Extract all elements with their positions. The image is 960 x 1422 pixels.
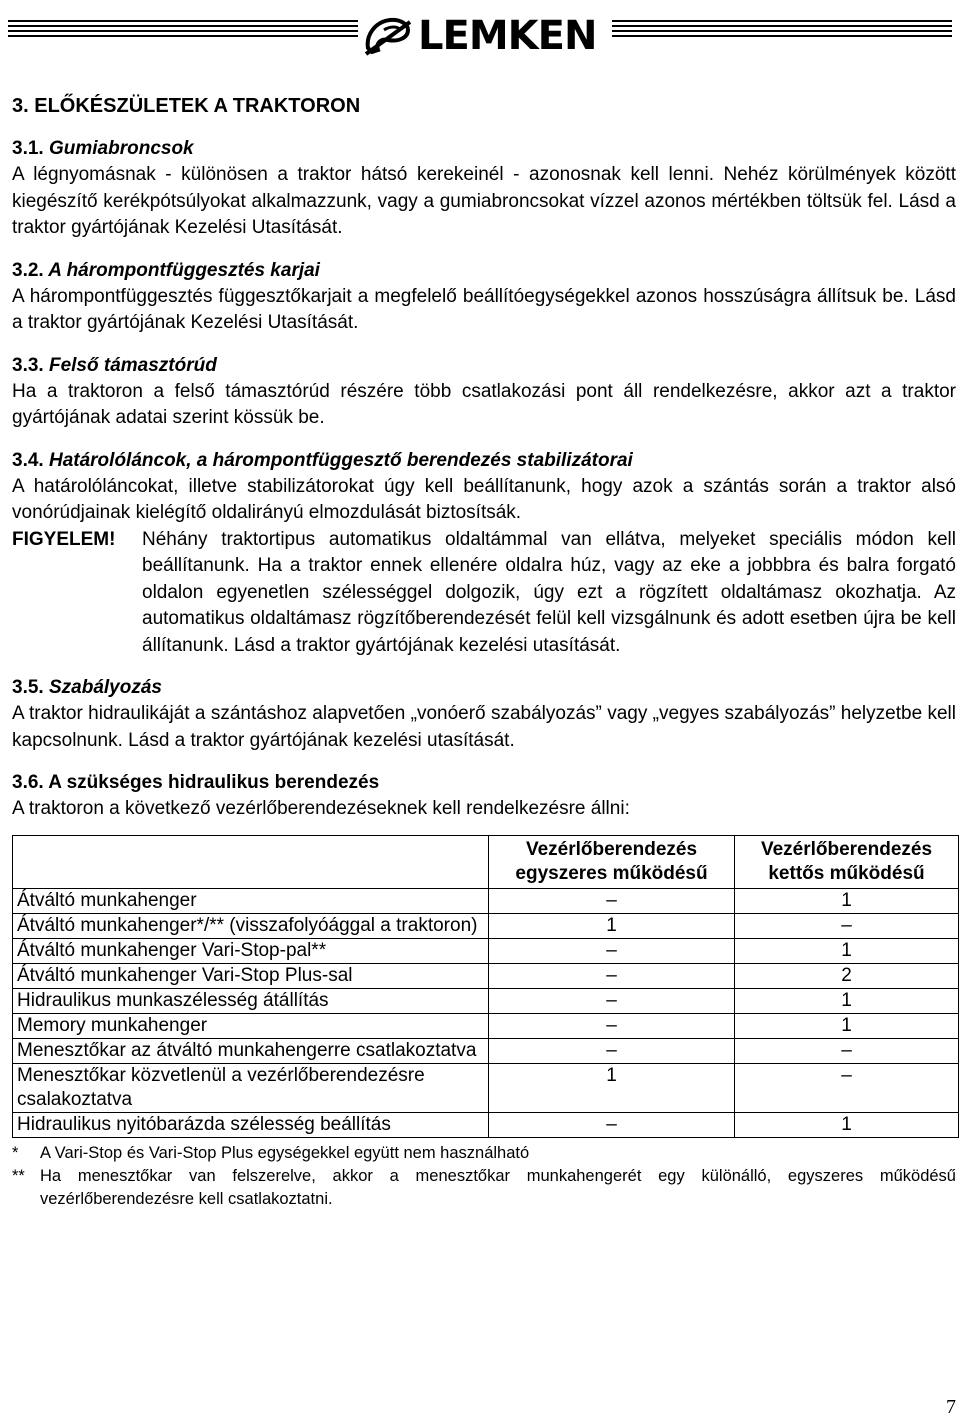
table-cell: –: [489, 888, 735, 913]
warning-text: Néhány traktortipus automatikus oldaltámmal van ellátva, melyeket speciális módon kell beállítanunk. Ha a traktor ennek ellenére oldalra húz, vagy az eke a jobbbra és balra forgató oldalon egyenetlen szélességgel dolgozik, úgy ezt a rögzített oldaltámasz okozhatja. Az automatikus oldaltámasz rögzítőberendezését felül kell vizsgálnunk és adott esetben újra be kell állítanunk. Lásd a traktor gyártójának kezelési utasítását.: [142, 528, 956, 656]
table-row: [13, 913, 959, 938]
table-cell: Menesztőkar az átváltó munkahengerre csatlakoztatva: [13, 1038, 489, 1063]
table-header-cell: [13, 835, 489, 888]
page-number: 7: [946, 1396, 956, 1418]
table-cell: –: [489, 1013, 735, 1038]
page-content: [12, 92, 956, 1211]
brand-logo: [362, 10, 612, 62]
table-cell: –: [489, 1112, 735, 1137]
table-cell: –: [735, 1063, 959, 1112]
table-cell: Átváltó munkahenger Vari-Stop Plus-sal: [13, 963, 489, 988]
table-cell: 2: [735, 963, 959, 988]
footnote: ** Ha menesztőkar van felszerelve, akkor a menesztőkar munkahengerét egy különálló, egyszeres működésű vezérlőberendezésre kell csatlakoztatni.: [12, 1166, 956, 1208]
table-cell: 1: [735, 938, 959, 963]
table-cell: Menesztőkar közvetlenül a vezérlőberendezésre csalakoztatva: [13, 1063, 489, 1112]
table-cell: –: [489, 963, 735, 988]
table-row: [13, 888, 959, 913]
table-cell: –: [735, 1038, 959, 1063]
warning-label: FIGYELEM!: [12, 528, 116, 550]
table-header-row: [13, 835, 959, 888]
table-cell: 1: [735, 1013, 959, 1038]
warning-block: [12, 527, 956, 660]
table-cell: 1: [735, 1112, 959, 1137]
table-row: [13, 1038, 959, 1063]
table-cell: 1: [735, 988, 959, 1013]
page-header: [0, 0, 960, 70]
table-header-cell: Vezérlőberendezés kettős működésű: [735, 835, 959, 888]
section-title: 3.2. A hárompontfüggesztés karjai: [12, 259, 320, 281]
table-row: [13, 988, 959, 1013]
footnotes: [12, 1142, 956, 1211]
brand-name: LEMKEN: [418, 13, 597, 59]
table-cell: –: [489, 988, 735, 1013]
section-title: 3.1. Gumiabroncsok: [12, 138, 194, 159]
section-text: Ha a traktoron a felső támasztórúd részére több csatlakozási pont áll rendelkezésre, akkor azt a traktor gyártójának adatai szerint kössük be.: [12, 380, 956, 428]
table-cell: Átváltó munkahenger: [13, 888, 489, 913]
hydraulics-table: [12, 835, 959, 1138]
table-cell: –: [489, 1038, 735, 1063]
section-text: A traktoron a következő vezérlőberendezéseknek kell rendelkezésre állni:: [12, 798, 630, 819]
section-text: A traktor hidraulikáját a szántáshoz alapvetően „vonóerő szabályozás” vagy „vegyes szabályozás” helyzetbe kell kapcsolnunk. Lásd a traktor gyártójának kezelési utasítását.: [12, 703, 956, 751]
table-cell: Memory munkahenger: [13, 1013, 489, 1038]
table-header-cell: Vezérlőberendezés egyszeres működésű: [489, 835, 735, 888]
table-row: [13, 938, 959, 963]
table-cell: Hidraulikus munkaszélesség átállítás: [13, 988, 489, 1013]
table-cell: –: [735, 913, 959, 938]
table-cell: –: [489, 938, 735, 963]
section-title: 3.5. Szabályozás: [12, 677, 162, 698]
table-row: [13, 963, 959, 988]
table-row: [13, 1112, 959, 1137]
table-cell: Átváltó munkahenger*/** (visszafolyóággal a traktoron): [13, 913, 489, 938]
section-title: 3.4. Határolóláncok, a hárompontfüggesztő berendezés stabilizátorai: [12, 449, 633, 471]
table-cell: Hidraulikus nyitóbarázda szélesség beállítás: [13, 1112, 489, 1137]
lemken-emblem-icon: [362, 14, 414, 58]
footnote: * A Vari-Stop és Vari-Stop Plus egységekkel együtt nem használható: [12, 1143, 530, 1162]
section-title: 3.3. Felső támasztórúd: [12, 354, 217, 376]
section-text: A hárompontfüggesztés függesztőkarjait a megfelelő beállítóegységekkel azonos hosszúságra állítsuk be. Lásd a traktor gyártójának Kezelési Utasítását.: [12, 285, 956, 333]
table-row: [13, 1013, 959, 1038]
chapter-title: 3. ELŐKÉSZÜLETEK A TRAKTORON: [12, 95, 361, 117]
table-cell: 1: [489, 913, 735, 938]
table-cell: 1: [735, 888, 959, 913]
section-text: A légnyomásnak - különösen a traktor hátsó kerekeinél - azonosnak kell lenni. Nehéz körülmények között kiegészítő kerékpótsúlyokat alkalmazzunk, vagy a gumiabroncsokat vízzel azonos mértékben töltsük fel. Lásd a traktor gyártójának Kezelési Utasítását.: [12, 164, 956, 238]
table-cell: Átváltó munkahenger Vari-Stop-pal**: [13, 938, 489, 963]
table-cell: 1: [489, 1063, 735, 1112]
header-rule-right: [612, 20, 952, 40]
section-text: A határolóláncokat, illetve stabilizátorokat úgy kell beállítanunk, hogy azok a szántás során a traktor alsó vonórúdjainak kielégítő oldalirányú elmozdulását biztosítsák.: [12, 475, 956, 523]
table-row: [13, 1063, 959, 1112]
section-title: 3.6. A szükséges hidraulikus berendezés: [12, 772, 380, 793]
header-rule-left: [8, 20, 358, 40]
